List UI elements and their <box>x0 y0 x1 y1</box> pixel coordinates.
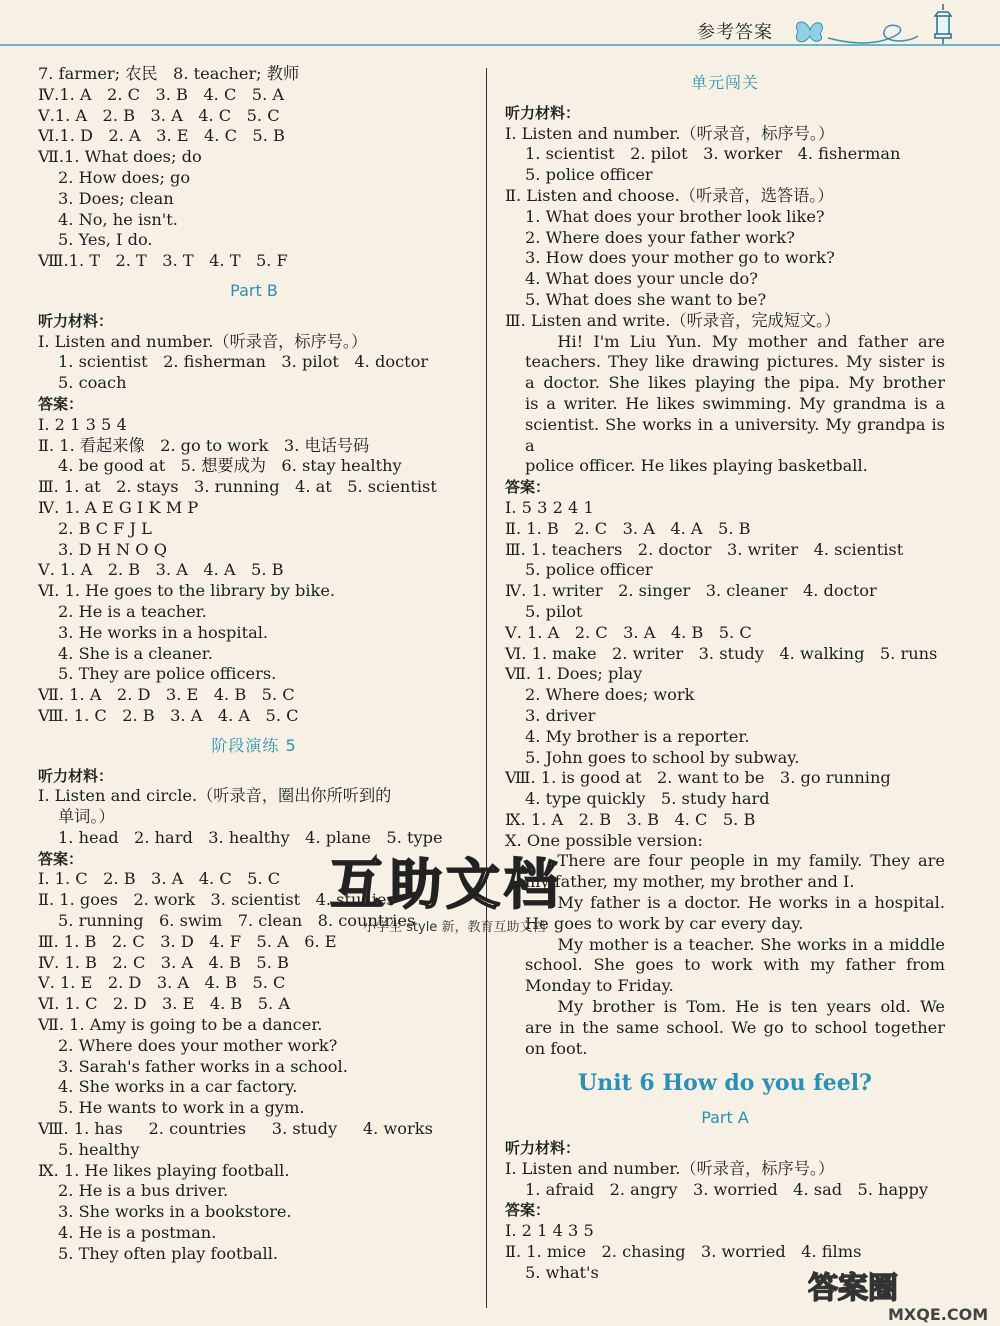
answer-line: Ⅱ. 1. goes 2. work 3. scientist 4. studies <box>38 890 395 910</box>
unit-test-answers <box>505 498 945 852</box>
paragraph-line: teachers. They like drawing pictures. My sister is <box>525 352 945 372</box>
answer-line: 2. He is a bus driver. <box>58 1181 229 1201</box>
paragraph-line: Hi! I'm Liu Yun. My mother and father are <box>557 331 945 351</box>
watermark: 互助文档 <box>330 853 562 916</box>
answer-line: 4. My brother is a reporter. <box>525 726 750 746</box>
answer-label: 答案： <box>38 394 84 413</box>
answer-label: 答案： <box>505 478 551 497</box>
corner-logo-text: 答案圈 <box>808 1271 898 1304</box>
answer-line: Ⅲ. 1. teachers 2. doctor 3. writer 4. scientist <box>505 539 904 559</box>
answer-line: 3. How does your mother go to work? <box>525 248 835 268</box>
answer-line: 3. Sarah's father works in a school. <box>58 1056 348 1076</box>
listening-label: 听力材料： <box>505 1139 581 1158</box>
answer-line: Ⅳ. 1. B 2. C 3. A 4. B 5. B <box>38 952 289 972</box>
paragraph-line: My father is a doctor. He works in a hospital. <box>557 893 945 913</box>
answer-line: 1. afraid 2. angry 3. worried 4. sad 5. happy <box>525 1179 929 1199</box>
answer-line: Ⅵ. 1. He goes to the library by bike. <box>38 581 336 601</box>
answer-line: 2. Where does your father work? <box>525 227 795 247</box>
paragraph-line: My brother is Tom. He is ten years old. We <box>557 997 945 1017</box>
answer-line: 5. police officer <box>525 560 653 580</box>
header-rule <box>0 44 1000 46</box>
watermark-subtitle: 小学生 style 新，教育互助文档 <box>363 920 546 935</box>
paragraph-line: my father, my mother, my brother and I. <box>525 872 855 892</box>
answer-line: 5. coach <box>58 373 127 393</box>
listening-label: 听力材料： <box>505 103 581 122</box>
paragraph-line: My mother is a teacher. She works in a middle <box>557 934 945 954</box>
answer-line: Ⅰ. 1. C 2. B 3. A 4. C 5. C <box>38 869 281 889</box>
answer-line: Ⅸ. 1. He likes playing football. <box>38 1160 290 1180</box>
answer-line: 1. scientist 2. fisherman 3. pilot 4. doctor <box>58 352 429 372</box>
paragraph-line: school. She goes to work with my father from <box>525 955 945 975</box>
answer-line: Ⅶ. 1. A 2. D 3. E 4. B 5. C <box>38 685 295 705</box>
paragraph-line: police officer. He likes playing basketball. <box>525 456 868 476</box>
partA-heading: Part A <box>701 1108 749 1128</box>
answer-line: 4. type quickly 5. study hard <box>525 789 770 809</box>
answer-line: 5. pilot <box>525 601 583 621</box>
answer-line: Ⅷ.1. T 2. T 3. T 4. T 5. F <box>38 251 288 271</box>
answer-line: 1. What does your brother look like? <box>525 206 825 226</box>
answer-line: Ⅱ. 1. B 2. C 3. A 4. A 5. B <box>505 518 751 538</box>
answer-line: Ⅲ. 1. B 2. C 3. D 4. F 5. A 6. E <box>38 931 337 951</box>
answer-line: Ⅶ. 1. Amy is going to be a dancer. <box>38 1015 323 1035</box>
answer-line: 3. He works in a hospital. <box>58 622 269 642</box>
paragraph-line: scientist. She works in a university. My grandpa is a <box>525 414 945 455</box>
answer-line: 5. John goes to school by subway. <box>525 747 800 767</box>
listening-label: 听力材料： <box>38 766 114 785</box>
paragraph-line: There are four people in my family. They are <box>557 851 945 871</box>
answer-line: Ⅵ. 1. make 2. writer 3. study 4. walking 5. runs <box>505 643 938 663</box>
answer-line: Ⅰ. 5 3 2 4 1 <box>505 497 594 517</box>
unit-test-listening <box>505 124 945 332</box>
page-header <box>0 0 1000 50</box>
answer-line: 5. what's <box>525 1262 599 1282</box>
answer-line: 1. head 2. hard 3. healthy 4. plane 5. type <box>58 827 443 847</box>
paragraph-line: on foot. <box>525 1038 588 1058</box>
answer-label: 答案： <box>505 1201 551 1220</box>
answer-line: Ⅶ.1. What does; do <box>38 147 202 167</box>
answer-line: Ⅰ. 2 1 3 5 4 <box>38 414 127 434</box>
answer-line: 4. He is a postman. <box>58 1223 217 1243</box>
answer-line: Ⅳ. 1. A E G I K M P <box>38 497 199 517</box>
answer-line: 5. healthy <box>58 1139 140 1159</box>
answer-line: 2. He is a teacher. <box>58 601 207 621</box>
answer-line: 5. police officer <box>525 165 653 185</box>
answer-line: Ⅲ. 1. at 2. stays 3. running 4. at 5. scientist <box>38 477 437 497</box>
answer-line: 3. She works in a bookstore. <box>58 1202 292 1222</box>
answer-line: 5. They are police officers. <box>58 664 277 684</box>
right-column <box>505 64 945 1284</box>
header-title: 参考答案 <box>697 22 773 43</box>
answer-line: 4. She works in a car factory. <box>58 1077 298 1097</box>
unit-test-heading: 单元闯关 <box>690 73 759 92</box>
answer-line: Ⅱ. 1. 看起来像 2. go to work 3. 电话号码 <box>38 435 370 455</box>
answer-line: 1. scientist 2. pilot 3. worker 4. fisherman <box>525 144 901 164</box>
answer-line: 4. be good at 5. 想要成为 6. stay healthy <box>58 456 402 476</box>
paragraph-line: a doctor. She likes playing the pipa. My brother <box>525 373 945 393</box>
answer-line: 5. running 6. swim 7. clean 8. countries <box>58 911 416 931</box>
partB-heading: Part B <box>230 280 278 300</box>
answer-label: 答案： <box>38 849 84 868</box>
partB-answers <box>38 415 470 727</box>
stage-practice-heading: 阶段演练 5 <box>211 735 297 755</box>
listening-passage <box>505 332 945 478</box>
answer-line: Ⅷ. 1. has 2. countries 3. study 4. works <box>38 1119 433 1139</box>
paragraph-line: is a writer. He likes swimming. My grandma is a <box>525 393 945 413</box>
listening-label: 听力材料： <box>38 311 114 330</box>
answer-line: Ⅰ. Listen and circle.（听录音，圈出你所听到的 <box>38 786 392 806</box>
answer-line: Ⅰ. Listen and number.（听录音，标序号。） <box>38 331 368 351</box>
answer-line: Ⅴ. 1. E 2. D 3. A 4. B 5. C <box>38 973 286 993</box>
partB-listening <box>38 332 470 394</box>
answer-line: 4. She is a cleaner. <box>58 643 213 663</box>
answer-line: 4. What does your uncle do? <box>525 269 758 289</box>
answer-line: Ⅴ. 1. A 2. B 3. A 4. A 5. B <box>38 560 284 580</box>
answer-line: 5. He wants to work in a gym. <box>58 1098 305 1118</box>
answer-line: Ⅳ.1. A 2. C 3. B 4. C 5. A <box>38 84 285 104</box>
answer-line: 5. Yes, I do. <box>58 230 153 250</box>
answer-line: 7. farmer; 农民 8. teacher; 教师 <box>38 64 300 83</box>
butterfly-decoration-icon <box>788 14 936 48</box>
answer-line: Ⅷ. 1. is good at 2. want to be 3. go running <box>505 768 891 788</box>
answer-line: Ⅹ. One possible version: <box>505 830 703 850</box>
answer-line: Ⅰ. 2 1 4 3 5 <box>505 1221 594 1241</box>
paragraph-line: are in the same school. We go to school together <box>525 1017 945 1037</box>
answer-line: Ⅵ. 1. C 2. D 3. E 4. B 5. A <box>38 994 291 1014</box>
answer-line: Ⅶ. 1. Does; play <box>505 664 643 684</box>
lamp-decoration-icon <box>930 2 956 46</box>
stage-listening <box>38 786 470 848</box>
answer-line: Ⅱ. Listen and choose.（听录音，选答语。） <box>505 185 834 205</box>
partA-listening <box>505 1159 945 1201</box>
answer-line: 单词。） <box>58 807 115 827</box>
corner-url: MXQE.COM <box>888 1305 989 1324</box>
answer-line: 3. driver <box>525 705 596 725</box>
answer-line: Ⅵ.1. D 2. A 3. E 4. C 5. B <box>38 126 285 146</box>
answer-circle-logo-icon <box>808 1270 998 1304</box>
answer-line: 2. Where does; work <box>525 685 695 705</box>
unit-6-title: Unit 6 How do you feel? <box>578 1070 872 1097</box>
left-top-answers <box>38 64 470 272</box>
answer-line: Ⅷ. 1. C 2. B 3. A 4. A 5. C <box>38 705 299 725</box>
answer-line: 2. Where does your mother work? <box>58 1035 338 1055</box>
answer-line: 3. D H N O Q <box>58 539 167 559</box>
paragraph-line: He goes to work by car every day. <box>525 913 804 933</box>
paragraph-line: Monday to Friday. <box>525 976 674 996</box>
answer-line: 5. What does she want to be? <box>525 289 767 309</box>
answer-line: Ⅳ. 1. writer 2. singer 3. cleaner 4. doctor <box>505 581 877 601</box>
answer-line: Ⅴ.1. A 2. B 3. A 4. C 5. C <box>38 105 280 125</box>
answer-line: 2. How does; go <box>58 167 191 187</box>
answer-line: Ⅰ. Listen and number.（听录音，标序号。） <box>505 123 835 143</box>
answer-line: 5. They often play football. <box>58 1243 279 1263</box>
left-column <box>38 64 470 1265</box>
answer-line: 2. B C F J L <box>58 518 152 538</box>
answer-line: 3. Does; clean <box>58 188 174 208</box>
answer-line: Ⅴ. 1. A 2. C 3. A 4. B 5. C <box>505 622 752 642</box>
column-divider <box>486 68 487 1308</box>
answer-line: Ⅱ. 1. mice 2. chasing 3. worried 4. films <box>505 1242 862 1262</box>
sample-essay <box>505 851 945 1059</box>
answer-line: Ⅲ. Listen and write.（听录音，完成短文。） <box>505 310 841 330</box>
answer-line: Ⅰ. Listen and number.（听录音，标序号。） <box>505 1158 835 1178</box>
answer-line: 4. No, he isn't. <box>58 209 178 229</box>
answer-line: Ⅸ. 1. A 2. B 3. B 4. C 5. B <box>505 809 756 829</box>
